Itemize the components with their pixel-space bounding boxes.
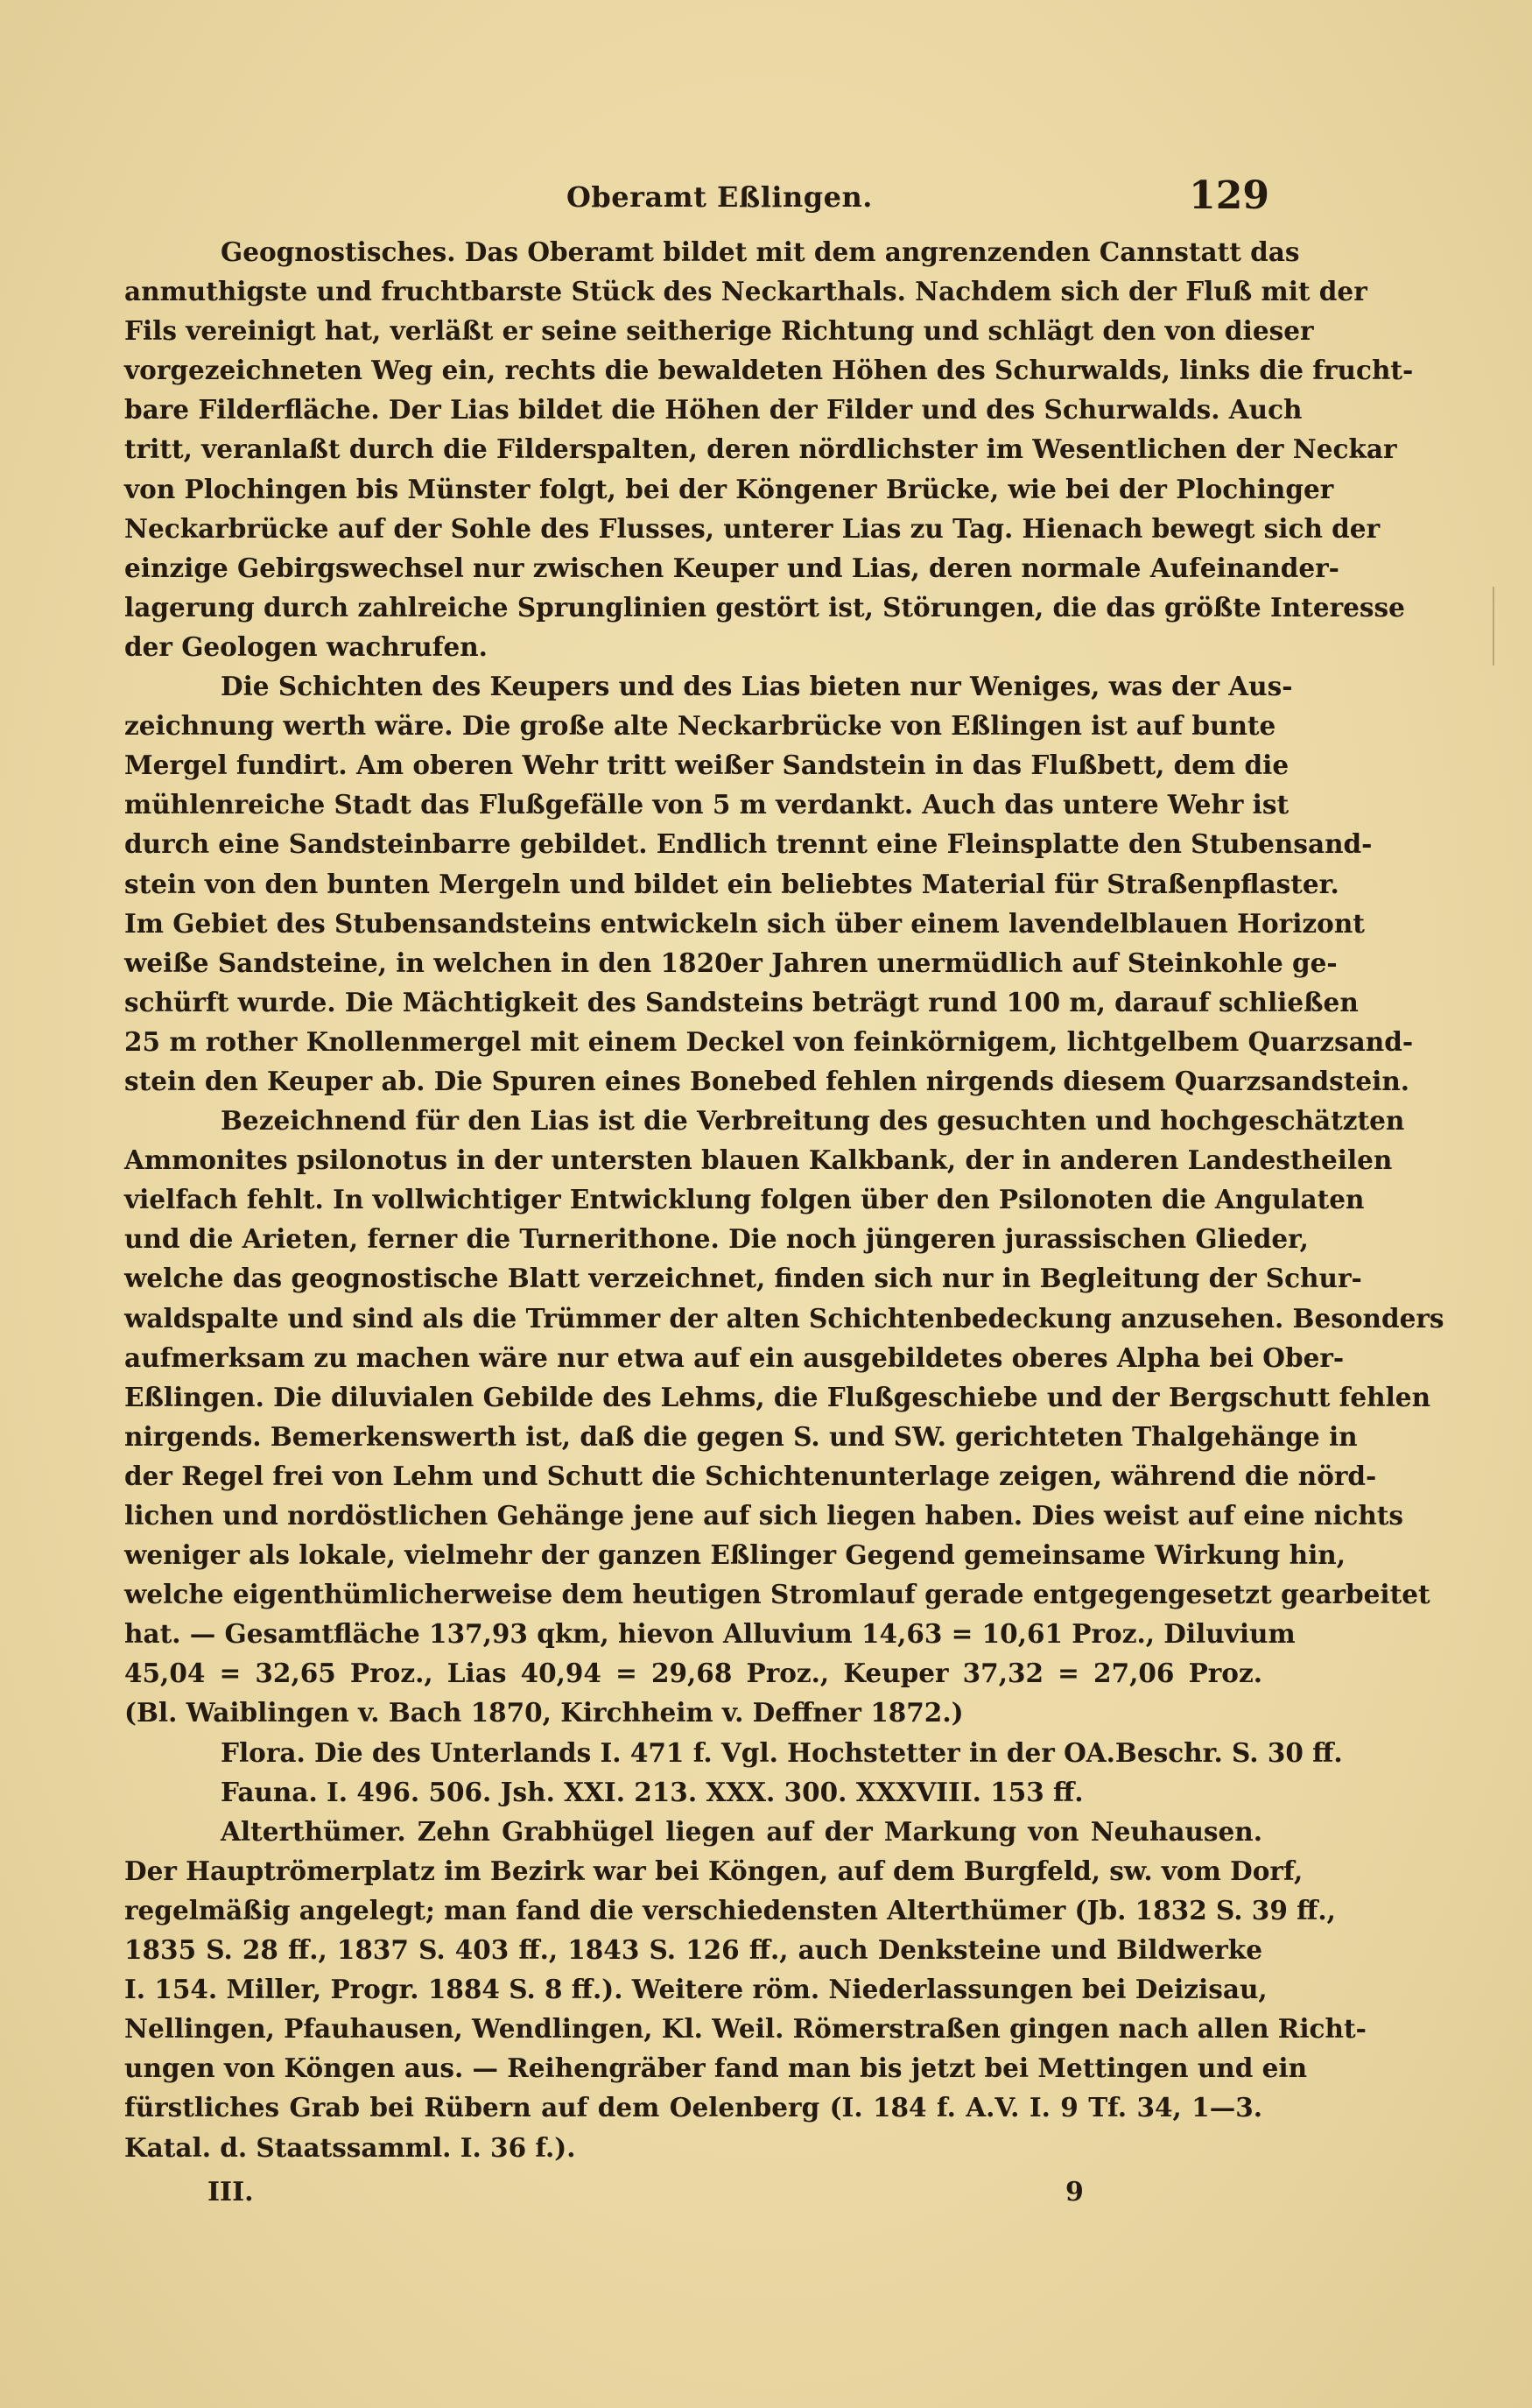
text-line: nirgends. Bemerkenswerth ist, daß die gegen S. und SW. gerichteten Thalgehänge in	[124, 1420, 1358, 1452]
text-line: ungen von Köngen aus. — Reihengräber fand man bis jetzt bei Mettingen und ein	[124, 2052, 1308, 2084]
text-line: Eßlingen. Die diluvialen Gebilde des Lehms, die Flußgeschiebe und der Bergschutt fehlen	[124, 1381, 1431, 1412]
text-line: zeichnung werth wäre. Die große alte Neckarbrücke von Eßlingen ist auf bunte	[124, 710, 1276, 742]
text-line: tritt, veranlaßt durch die Filderspalten, deren nördlichster im Wesentlichen der Neckar	[124, 433, 1397, 465]
text-line: Fils vereinigt hat, verläßt er seine seitherige Richtung und schlägt den von dieser	[124, 315, 1314, 347]
text-line: und die Arieten, ferner die Turnerithone. Die noch jüngeren jurassischen Glieder,	[124, 1223, 1309, 1255]
text-line: Im Gebiet des Stubensandsteins entwickeln sich über einem lavendelblauen Horizont	[124, 907, 1365, 939]
text-line: (Bl. Waiblingen v. Bach 1870, Kirchheim v. Deffner 1872.)	[124, 1697, 964, 1729]
text-line: stein den Keuper ab. Die Spuren eines Bonebed fehlen nirgends diesem Quarzsandstein.	[124, 1065, 1410, 1096]
text-line: lagerung durch zahlreiche Sprunglinien gestört ist, Störungen, die das größte Interesse	[124, 591, 1405, 623]
text-line: hat. — Gesamtfläche 137,93 qkm, hievon Alluvium 14,63 = 10,61 Proz., Diluvium	[124, 1618, 1296, 1650]
text-line: vielfach fehlt. In vollwichtiger Entwicklung folgen über den Psilonoten die Angulaten	[124, 1184, 1365, 1215]
text-line: stein von den bunten Mergeln und bildet ein beliebtes Material für Straßenpflaster.	[124, 868, 1339, 899]
running-title: Oberamt Eßlingen.	[566, 180, 873, 214]
page-footer	[124, 2177, 1262, 2221]
text-line: mühlenreiche Stadt das Flußgefälle von 5 m verdankt. Auch das untere Wehr ist	[124, 789, 1290, 820]
text-line: 1835 S. 28 ff., 1837 S. 403 ff., 1843 S. 126 ff., auch Denksteine und Bildwerke	[124, 1934, 1262, 1966]
text-line: fürstliches Grab bei Rübern auf dem Oelenberg (I. 184 f. A.V. I. 9 Tf. 34, 1—3.	[124, 2092, 1262, 2123]
text-line: weniger als lokale, vielmehr der ganzen Eßlinger Gegend gemeinsame Wirkung hin,	[124, 1539, 1346, 1571]
text-line: anmuthigste und fruchtbarste Stück des Neckarthals. Nachdem sich der Fluß mit der	[124, 276, 1367, 307]
signature-mark: III.	[207, 2177, 254, 2207]
text-line: von Plochingen bis Münster folgt, bei der Köngener Brücke, wie bei der Plochinger	[124, 473, 1334, 504]
text-line: Die Schichten des Keupers und des Lias bieten nur Weniges, was der Aus-	[221, 671, 1293, 702]
text-line: waldspalte und sind als die Trümmer der alten Schichtenbedeckung anzusehen. Besonders	[124, 1302, 1444, 1334]
text-line: Ammonites psilonotus in der untersten blauen Kalkbank, der in anderen Landestheilen	[124, 1144, 1393, 1176]
text-line: welche das geognostische Blatt verzeichnet, finden sich nur in Begleitung der Schur-	[124, 1263, 1362, 1294]
text-line: Bezeichnend für den Lias ist die Verbreitung des gesuchten und hochgeschätzten	[221, 1105, 1405, 1137]
text-line: Neckarbrücke auf der Sohle des Flusses, unterer Lias zu Tag. Hienach bewegt sich der	[124, 512, 1381, 544]
text-line: Nellingen, Pfauhausen, Wendlingen, Kl. Weil. Römerstraßen gingen nach allen Richt-	[124, 2013, 1367, 2045]
text-line: Flora. Die des Unterlands I. 471 f. Vgl. Hochstetter in der OA.Beschr. S. 30 ff.	[221, 1736, 1343, 1768]
text-line: schürft wurde. Die Mächtigkeit des Sandsteins beträgt rund 100 m, darauf schließen	[124, 986, 1359, 1017]
text-line: durch eine Sandsteinbarre gebildet. Endlich trennt eine Fleinsplatte den Stubensand-	[124, 828, 1373, 860]
text-line: welche eigenthümlicherweise dem heutigen Stromlauf gerade entgegengesetzt gearbeitet	[124, 1579, 1430, 1610]
text-line: vorgezeichneten Weg ein, rechts die bewaldeten Höhen des Schurwalds, links die frucht-	[124, 355, 1414, 386]
page-number: 129	[1189, 173, 1269, 218]
body-text	[124, 232, 1444, 2167]
text-line: Geognostisches. Das Oberamt bildet mit dem angrenzenden Cannstatt das	[221, 236, 1300, 267]
text-line: 45,04 = 32,65 Proz., Lias 40,94 = 29,68 Proz., Keuper 37,32 = 27,06 Proz.	[124, 1658, 1262, 1689]
margin-mark	[1493, 587, 1494, 665]
text-line: Fauna. I. 496. 506. Jsh. XXI. 213. XXX. 300. XXXVIII. 153 ff.	[221, 1776, 1084, 1807]
text-line: regelmäßig angelegt; man fand die verschiedensten Alterthümer (Jb. 1832 S. 39 ff.,	[124, 1894, 1336, 1926]
text-line: I. 154. Miller, Progr. 1884 S. 8 ff.). Weitere röm. Niederlassungen bei Deizisau,	[124, 1974, 1268, 2005]
text-line: 25 m rother Knollenmergel mit einem Deckel von feinkörnigem, lichtgelbem Quarzsand-	[124, 1025, 1414, 1057]
text-line: einzige Gebirgswechsel nur zwischen Keuper und Lias, deren normale Aufeinander-	[124, 552, 1339, 583]
text-line: Der Hauptrömerplatz im Bezirk war bei Köngen, auf dem Burgfeld, sw. vom Dorf,	[124, 1855, 1304, 1886]
text-line: der Regel frei von Lehm und Schutt die Schichtenunterlage zeigen, während die nörd-	[124, 1460, 1377, 1491]
text-line: Katal. d. Staatssamml. I. 36 f.).	[124, 2131, 576, 2163]
text-line: Alterthümer. Zehn Grabhügel liegen auf der Markung von Neuhausen.	[221, 1815, 1262, 1847]
text-line: der Geologen wachrufen.	[124, 630, 488, 662]
page-header	[124, 173, 1269, 226]
text-line: weiße Sandsteine, in welchen in den 1820er Jahren unermüdlich auf Steinkohle ge-	[124, 947, 1338, 978]
text-line: aufmerksam zu machen wäre nur etwa auf ein ausgebildetes oberes Alpha bei Ober-	[124, 1341, 1345, 1373]
sheet-number: 9	[1065, 2177, 1084, 2207]
text-line: lichen und nordöstlichen Gehänge jene auf sich liegen haben. Dies weist auf eine nichts	[124, 1500, 1404, 1531]
text-line: bare Filderfläche. Der Lias bildet die Höhen der Filder und des Schurwalds. Auch	[124, 394, 1303, 426]
text-line: Mergel fundirt. Am oberen Wehr tritt weißer Sandstein in das Flußbett, dem die	[124, 750, 1290, 781]
